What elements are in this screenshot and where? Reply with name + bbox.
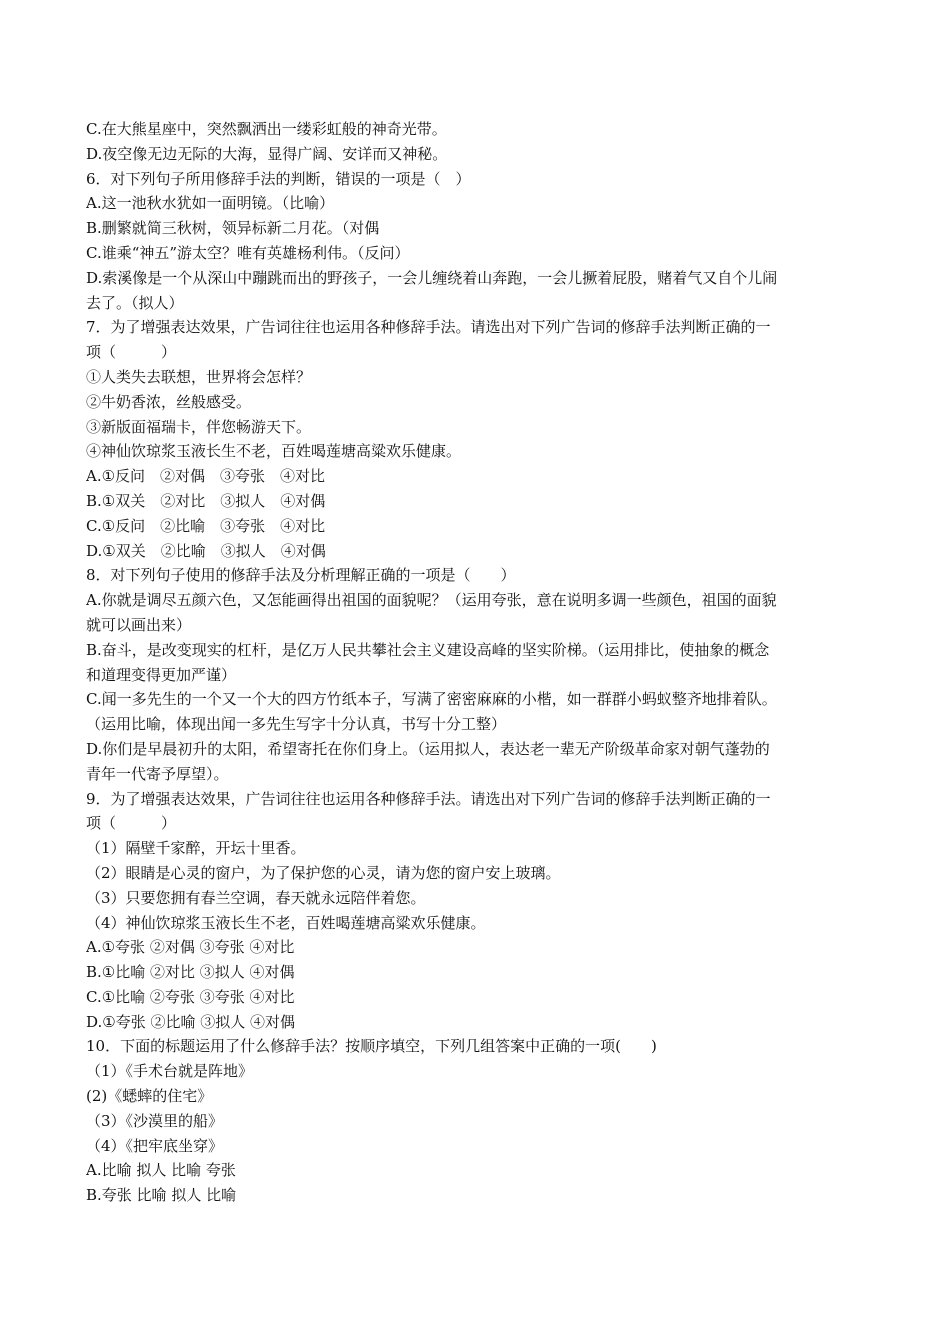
- list-item: （3）《沙漠里的船》: [86, 1111, 224, 1130]
- list-item: ②牛奶香浓，丝般感受。: [86, 392, 252, 411]
- option-a: A.①夸张 ②对偶 ③夸张 ④对比: [86, 938, 295, 957]
- list-item: （1）《手术台就是阵地》: [86, 1062, 254, 1081]
- option-d: D.①双关 ②比喻 ③拟人 ④对偶: [86, 541, 326, 560]
- list-item: （1）隔壁千家醉，开坛十里香。: [86, 839, 306, 858]
- question-stem: 9．为了增强表达效果，广告词往往也运用各种修辞手法。请选出对下列广告词的修辞手法判断正确的一: [86, 789, 771, 808]
- list-item: （4）《把牢底坐穿》: [86, 1136, 224, 1155]
- text-line: 项（ ）: [86, 343, 177, 362]
- option-c: C.谁乘“神五”游太空？唯有英雄杨利伟。（反问）: [86, 243, 410, 262]
- text-line: 就可以画出来）: [86, 615, 192, 634]
- text-line: 和道理变得更加严谨）: [86, 665, 237, 684]
- list-item: （2）眼睛是心灵的窗户，为了保护您的心灵，请为您的窗户安上玻璃。: [86, 863, 561, 882]
- option-b: B.删繁就简三秋树，领异标新二月花。（对偶: [86, 219, 380, 238]
- question-stem: 7．为了增强表达效果，广告词往往也运用各种修辞手法。请选出对下列广告词的修辞手法判断正确的一: [86, 318, 771, 337]
- option-c: C.闻一多先生的一个又一个大的四方竹纸本子，写满了密密麻麻的小楷，如一群群小蚂蚁整齐地排着队。: [86, 690, 777, 709]
- question-stem: 8．对下列句子使用的修辞手法及分析理解正确的一项是（ ）: [86, 566, 516, 585]
- option-a: A.比喻 拟人 比喻 夸张: [86, 1161, 236, 1180]
- list-item: ③新版面福瑞卡，伴您畅游天下。: [86, 417, 312, 436]
- list-item: (2)《蟋蟀的住宅》: [86, 1087, 213, 1106]
- text-line: 去了。（拟人）: [86, 293, 184, 312]
- option-a: A.①反问 ②对偶 ③夸张 ④对比: [86, 467, 326, 486]
- list-item: ①人类失去联想，世界将会怎样？: [86, 367, 312, 386]
- text-line: 青年一代寄予厚望）。: [86, 764, 229, 783]
- text-line: D.夜空像无边无际的大海，显得广阔、安详而又神秘。: [86, 144, 448, 163]
- option-a: A.这一池秋水犹如一面明镜。（比喻）: [86, 194, 335, 213]
- option-c: C.①比喻 ②夸张 ③夸张 ④对比: [86, 987, 295, 1006]
- option-c: C.①反问 ②比喻 ③夸张 ④对比: [86, 516, 326, 535]
- document-page: [86, 117, 872, 1208]
- question-stem: 10．下面的标题运用了什么修辞手法？按顺序填空，下列几组答案中正确的一项( ): [86, 1037, 657, 1056]
- list-item: ④神仙饮琼浆玉液长生不老，百姓喝莲塘高粱欢乐健康。: [86, 442, 462, 461]
- option-d: D.你们是早晨初升的太阳，希望寄托在你们身上。（运用拟人，表达老一辈无产阶级革命家对朝气蓬勃的: [86, 739, 770, 758]
- list-item: （4）神仙饮琼浆玉液长生不老，百姓喝莲塘高粱欢乐健康。: [86, 913, 486, 932]
- option-d: D.①夸张 ②比喻 ③拟人 ④对偶: [86, 1012, 296, 1031]
- option-b: B.奋斗，是改变现实的杠杆，是亿万人民共攀社会主义建设高峰的坚实阶梯。（运用排比，使抽象的概念: [86, 640, 770, 659]
- option-b: B.①双关 ②对比 ③拟人 ④对偶: [86, 491, 326, 510]
- text-line: C.在大熊星座中，突然飘洒出一缕彩虹般的神奇光带。: [86, 120, 447, 138]
- option-b: B.①比喻 ②对比 ③拟人 ④对偶: [86, 963, 295, 982]
- option-d: D.索溪像是一个从深山中蹦跳而出的野孩子，一会儿缠绕着山奔跑，一会儿撅着屁股，赌着气又自个儿闹: [86, 268, 778, 287]
- text-line: 项（ ）: [86, 814, 177, 833]
- text-line: （运用比喻，体现出闻一多先生写字十分认真，书写十分工整）: [86, 715, 507, 734]
- list-item: （3）只要您拥有春兰空调，春天就永远陪伴着您。: [86, 888, 426, 907]
- option-a: A.你就是调尽五颜六色，又怎能画得出祖国的面貌呢？（运用夸张，意在说明多调一些颜色，祖国的面貌: [86, 591, 777, 610]
- option-b: B.夸张 比喻 拟人 比喻: [86, 1186, 237, 1205]
- question-stem: 6．对下列句子所用修辞手法的判断，错误的一项是（ ）: [86, 169, 471, 188]
